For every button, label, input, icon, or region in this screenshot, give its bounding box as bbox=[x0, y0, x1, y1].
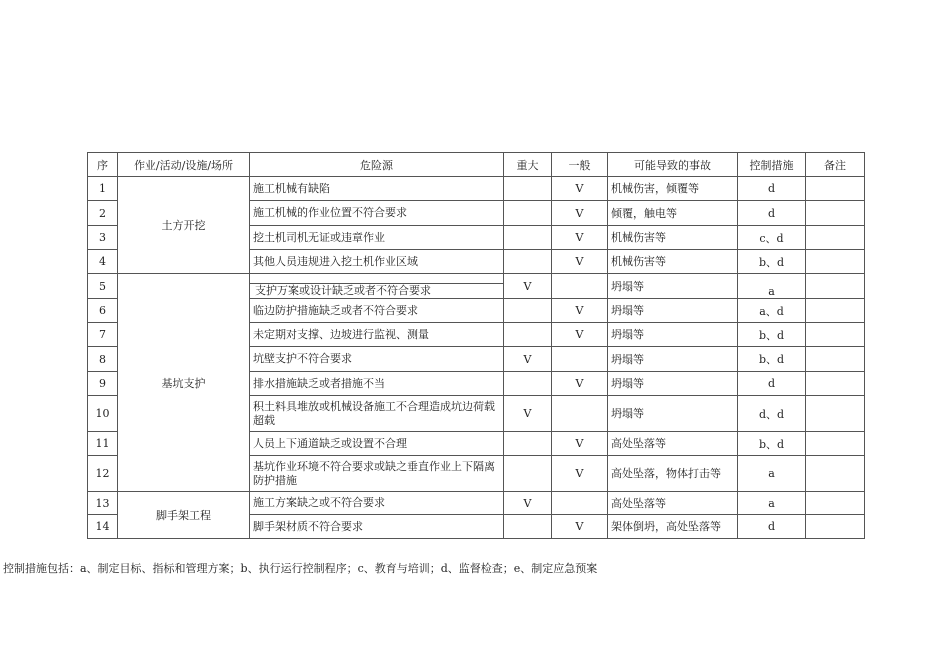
footnote: 控制措施包括：a、制定目标、指标和管理方案；b、执行运行控制程序；c、教育与培训；d、监督检查；e、制定应急预案 bbox=[3, 562, 598, 575]
cell-general bbox=[552, 396, 608, 432]
cell-general: V bbox=[552, 323, 608, 347]
cell-accident: 机械伤害等 bbox=[608, 250, 738, 274]
cell-control: d、d bbox=[738, 396, 806, 432]
cell-seq: 6 bbox=[88, 299, 118, 323]
header-accident: 可能导致的事故 bbox=[608, 153, 738, 177]
header-seq: 序 bbox=[88, 153, 118, 177]
cell-general: V bbox=[552, 456, 608, 492]
table-row bbox=[88, 274, 865, 299]
cell-accident: 机械伤害，倾覆等 bbox=[608, 177, 738, 201]
cell-general: V bbox=[552, 432, 608, 456]
cell-hazard: 未定期对支撑、边坡进行监视、测量 bbox=[250, 323, 504, 347]
hazard-table bbox=[87, 152, 865, 539]
cell-control: d bbox=[738, 515, 806, 539]
cell-control: d bbox=[738, 372, 806, 396]
cell-remark bbox=[806, 323, 865, 347]
cell-accident: 坍塌等 bbox=[608, 372, 738, 396]
cell-seq: 1 bbox=[88, 177, 118, 201]
cell-accident: 坍塌等 bbox=[608, 274, 738, 299]
cell-general: V bbox=[552, 515, 608, 539]
cell-major bbox=[504, 226, 552, 250]
cell-major: V bbox=[504, 274, 552, 299]
cell-seq: 7 bbox=[88, 323, 118, 347]
cell-seq: 11 bbox=[88, 432, 118, 456]
cell-hazard: 人员上下通道缺乏或设置不合理 bbox=[250, 432, 504, 456]
cell-hazard: 坑壁支护不符合要求 bbox=[250, 347, 504, 372]
cell-remark bbox=[806, 274, 865, 299]
cell-seq: 13 bbox=[88, 492, 118, 515]
cell-seq: 2 bbox=[88, 201, 118, 226]
cell-control: a bbox=[738, 456, 806, 492]
cell-general: V bbox=[552, 201, 608, 226]
cell-control: d bbox=[738, 201, 806, 226]
cell-hazard: 挖土机司机无证或违章作业 bbox=[250, 226, 504, 250]
cell-remark bbox=[806, 492, 865, 515]
cell-hazard bbox=[250, 274, 504, 299]
cell-general: V bbox=[552, 226, 608, 250]
cell-general bbox=[552, 347, 608, 372]
cell-general: V bbox=[552, 299, 608, 323]
cell-major bbox=[504, 299, 552, 323]
cell-accident: 倾覆，触电等 bbox=[608, 201, 738, 226]
cell-general bbox=[552, 492, 608, 515]
cell-control: a bbox=[738, 492, 806, 515]
cell-control: d bbox=[738, 177, 806, 201]
cell-accident: 高处坠落等 bbox=[608, 432, 738, 456]
cell-major: V bbox=[504, 396, 552, 432]
cell-hazard-text: 支护万案或设计缺乏或者不符合要求 bbox=[255, 284, 431, 297]
cell-remark bbox=[806, 456, 865, 492]
cell-accident: 高处坠落，物体打击等 bbox=[608, 456, 738, 492]
cell-seq: 3 bbox=[88, 226, 118, 250]
cell-hazard: 积土料具堆放或机械设备施工不合理造成坑边荷载超载 bbox=[250, 396, 504, 432]
cell-control: b、d bbox=[738, 347, 806, 372]
cell-control: a bbox=[738, 274, 806, 299]
cell-remark bbox=[806, 432, 865, 456]
cell-accident: 高处坠落等 bbox=[608, 492, 738, 515]
cell-general: V bbox=[552, 372, 608, 396]
cell-accident: 机械伤害等 bbox=[608, 226, 738, 250]
cell-accident: 坍塌等 bbox=[608, 299, 738, 323]
header-activity: 作业/活动/设施/场所 bbox=[118, 153, 250, 177]
cell-major bbox=[504, 456, 552, 492]
cell-seq: 10 bbox=[88, 396, 118, 432]
cell-major bbox=[504, 177, 552, 201]
cell-major bbox=[504, 323, 552, 347]
cell-seq: 14 bbox=[88, 515, 118, 539]
cell-hazard: 脚手架材质不符合要求 bbox=[250, 515, 504, 539]
cell-control: c、d bbox=[738, 226, 806, 250]
cell-major bbox=[504, 250, 552, 274]
cell-seq: 8 bbox=[88, 347, 118, 372]
header-row bbox=[88, 153, 865, 177]
cell-control: a、d bbox=[738, 299, 806, 323]
cell-hazard: 施工方案缺之或不符合要求 bbox=[250, 492, 504, 515]
header-general: 一般 bbox=[552, 153, 608, 177]
cell-hazard: 排水措施缺乏或者措施不当 bbox=[250, 372, 504, 396]
table-row bbox=[88, 492, 865, 515]
cell-hazard: 临边防护措施缺乏或者不符合要求 bbox=[250, 299, 504, 323]
cell-accident: 坍塌等 bbox=[608, 396, 738, 432]
cell-major bbox=[504, 201, 552, 226]
cell-general: V bbox=[552, 250, 608, 274]
cell-remark bbox=[806, 396, 865, 432]
cell-general bbox=[552, 274, 608, 299]
cell-hazard: 其他人员违规进入挖土机作业区域 bbox=[250, 250, 504, 274]
cell-seq: 5 bbox=[88, 274, 118, 299]
cell-major: V bbox=[504, 492, 552, 515]
cell-remark bbox=[806, 515, 865, 539]
cell-remark bbox=[806, 226, 865, 250]
cell-remark bbox=[806, 201, 865, 226]
cell-remark bbox=[806, 372, 865, 396]
cell-major bbox=[504, 372, 552, 396]
cell-seq: 4 bbox=[88, 250, 118, 274]
header-control: 控制措施 bbox=[738, 153, 806, 177]
cell-major bbox=[504, 515, 552, 539]
cell-accident: 坍塌等 bbox=[608, 323, 738, 347]
cell-remark bbox=[806, 347, 865, 372]
group-label: 脚手架工程 bbox=[118, 492, 250, 539]
cell-remark bbox=[806, 250, 865, 274]
cell-seq: 12 bbox=[88, 456, 118, 492]
cell-hazard: 施工机械有缺陷 bbox=[250, 177, 504, 201]
group-label: 基坑支护 bbox=[118, 274, 250, 492]
cell-major: V bbox=[504, 347, 552, 372]
cell-hazard: 施工机械的作业位置不符合要求 bbox=[250, 201, 504, 226]
cell-hazard: 基坑作业环境不符合要求或缺之垂直作业上下隔离防护措施 bbox=[250, 456, 504, 492]
cell-general: V bbox=[552, 177, 608, 201]
cell-accident: 坍塌等 bbox=[608, 347, 738, 372]
table-row bbox=[88, 177, 865, 201]
header-remark: 备注 bbox=[806, 153, 865, 177]
header-major: 重大 bbox=[504, 153, 552, 177]
group-label: 土方开挖 bbox=[118, 177, 250, 274]
cell-seq: 9 bbox=[88, 372, 118, 396]
cell-accident: 架体倒坍，高处坠落等 bbox=[608, 515, 738, 539]
header-hazard: 危险源 bbox=[250, 153, 504, 177]
cell-control: b、d bbox=[738, 432, 806, 456]
cell-control: b、d bbox=[738, 323, 806, 347]
cell-control: b、d bbox=[738, 250, 806, 274]
cell-remark bbox=[806, 177, 865, 201]
cell-major bbox=[504, 432, 552, 456]
cell-remark bbox=[806, 299, 865, 323]
